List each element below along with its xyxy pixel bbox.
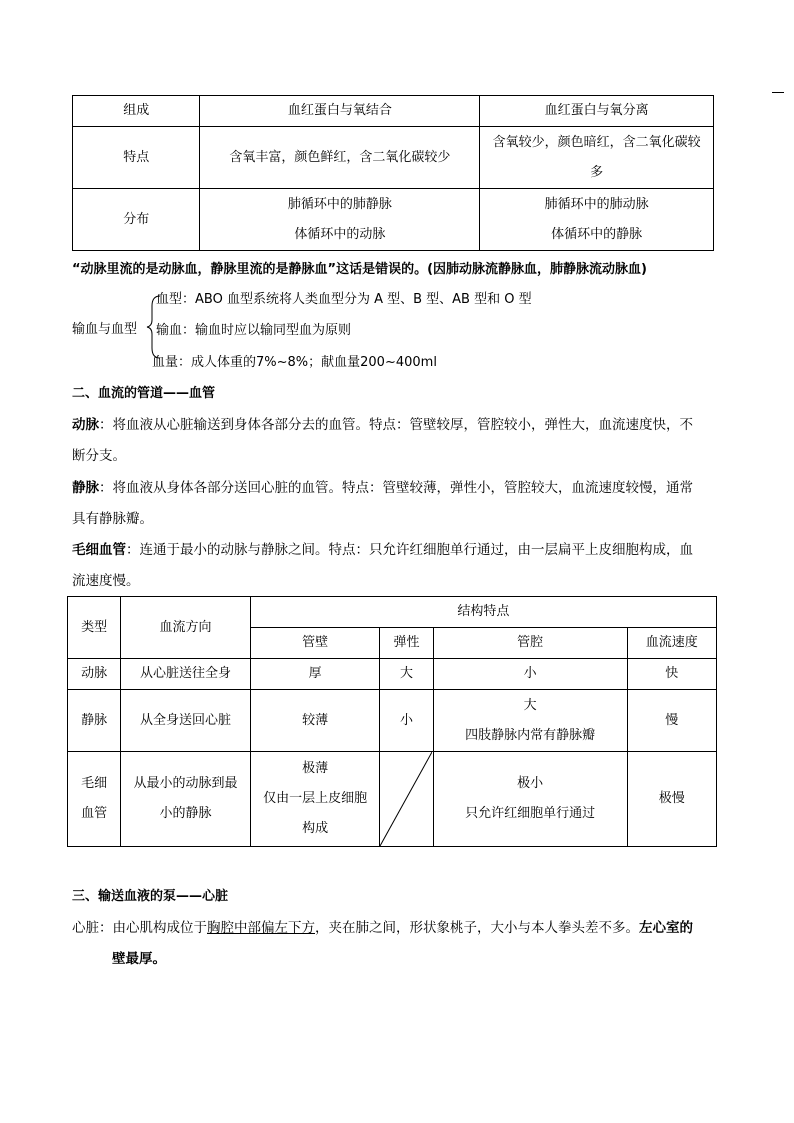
blood-volume-line: 血量：成人体重的7%~8%；献血量200~400ml [152,355,437,370]
table2-artery-elasticity: 大 [380,659,433,690]
table1-header-artery-blood: 血红蛋白与氧结合 [200,96,480,127]
artery-term: 动脉 [72,417,99,433]
table1-dist-vein-line2: 体循环中的静脉 [551,226,643,242]
blood-type-line: 血型：ABO 血型系统将人类血型分为 A 型、B 型、AB 型和 O 型 [156,292,532,307]
page-corner-mark [772,92,784,93]
table2-vein-lumen [433,690,627,752]
artery-definition-line2: 断分支。 [72,448,126,464]
table1-dist-artery-line2: 体循环中的动脉 [294,226,386,242]
table1-distribution-artery [200,189,480,251]
heart-middle: ，夹在肺之间，形状象桃子，大小与本人拳头差不多。 [315,920,639,936]
artery-text-1: ：将血液从心脏输送到身体各部分去的血管。特点：管壁较厚，管腔较小，弹性大，血流速度快，不 [99,417,693,433]
table2-capillary-speed: 极慢 [627,752,716,847]
table2-capillary-type-line2: 血管 [81,806,108,821]
table2-header-lumen: 管腔 [433,628,627,659]
blood-comparison-table [72,95,714,251]
table2-capillary-elasticity-empty [380,752,433,847]
heart-location: 胸腔中部偏左下方 [207,920,315,936]
heart-description-line1 [72,913,732,943]
table1-features-vein-line1: 含氧较少，颜色暗红，含二氧化碳较 [492,134,701,150]
table2-capillary-type-line1: 毛细 [81,776,108,791]
table2-vein-elasticity: 小 [380,690,433,752]
table1-features-label: 特点 [73,127,200,189]
table2-capillary-direction [121,752,251,847]
table2-artery-type: 动脉 [68,659,121,690]
table2-artery-wall: 厚 [250,659,380,690]
table1-features-vein [480,127,714,189]
table2-capillary-wall-line1: 极薄 [302,761,329,776]
table2-artery-direction: 从心脏送往全身 [121,659,251,690]
table2-vein-wall: 较薄 [250,690,380,752]
artery-vein-note: “动脉里流的是动脉血，静脉里流的是静脉血”这话是错误的。(因肺动脉流静脉血，肺静脉流动脉血) [72,262,647,277]
table1-features-artery: 含氧丰富，颜色鲜红，含二氧化碳较少 [200,127,480,189]
vessel-comparison-table [67,596,717,847]
table2-vein-speed: 慢 [627,690,716,752]
table2-capillary-type [68,752,121,847]
artery-definition-line1 [72,410,732,440]
table1-distribution-vein [480,189,714,251]
heart-prefix: 心脏：由心肌构成位于 [72,920,207,936]
table1-distribution-label: 分布 [73,189,200,251]
table1-dist-artery-line1: 肺循环中的肺静脉 [287,196,392,212]
table2-header-speed: 血流速度 [627,628,716,659]
table2-header-structure: 结构特点 [250,597,716,628]
vein-definition-line2: 具有静脉瓣。 [72,511,153,527]
vein-text-1: ：将血液从身体各部分送回心脏的血管。特点：管壁较薄，弹性小，管腔较大，血流速度较慢，通常 [99,480,693,496]
table2-header-elasticity: 弹性 [380,628,433,659]
capillary-text-1: ：连通于最小的动脉与静脉之间。特点：只允许红细胞单行通过，由一层扁平上皮细胞构成，血 [126,542,693,558]
table2-capillary-lumen [433,752,627,847]
table2-capillary-lumen-line2: 只允许红细胞单行通过 [465,806,596,821]
table1-dist-vein-line1: 肺循环中的肺动脉 [544,196,649,212]
section3-heading: 三、输送血液的泵——心脏 [72,889,229,904]
table1-header-composition: 组成 [73,96,200,127]
table2-vein-lumen-line1: 大 [523,697,537,713]
table2-header-type: 类型 [68,597,121,659]
table2-vein-type: 静脉 [68,690,121,752]
table2-capillary-wall-line3: 构成 [302,821,329,836]
heart-description-line2: 壁最厚。 [112,951,166,967]
table2-vein-lumen-line2: 四肢静脉内常有静脉瓣 [465,727,596,743]
capillary-term: 毛细血管 [72,542,126,558]
table2-capillary-lumen-line1: 极小 [517,776,544,791]
table2-artery-speed: 快 [627,659,716,690]
table2-capillary-direction-line1: 从最小的动脉到最 [133,776,238,791]
table2-header-direction: 血流方向 [121,597,251,659]
table2-vein-direction: 从全身送回心脏 [121,690,251,752]
table2-capillary-direction-line2: 小的静脉 [159,806,212,821]
table2-capillary-wall-line2: 仅由一层上皮细胞 [263,791,368,806]
table1-header-vein-blood: 血红蛋白与氧分离 [480,96,714,127]
section2-heading: 二、血流的管道——血管 [72,386,216,401]
diagonal-slash-icon [380,752,432,846]
table2-header-wall: 管壁 [250,628,380,659]
table2-capillary-wall [250,752,380,847]
capillary-definition-line1 [72,535,732,565]
vein-term: 静脉 [72,480,99,496]
vein-definition-line1 [72,473,732,503]
transfusion-rule-line: 输血：输血时应以输同型血为原则 [156,323,352,338]
capillary-definition-line2: 流速度慢。 [72,573,140,589]
transfusion-title: 输血与血型 [72,322,138,337]
heart-bold-1: 左心室的 [639,920,693,936]
table2-artery-lumen: 小 [433,659,627,690]
table1-features-vein-line2: 多 [590,164,604,180]
